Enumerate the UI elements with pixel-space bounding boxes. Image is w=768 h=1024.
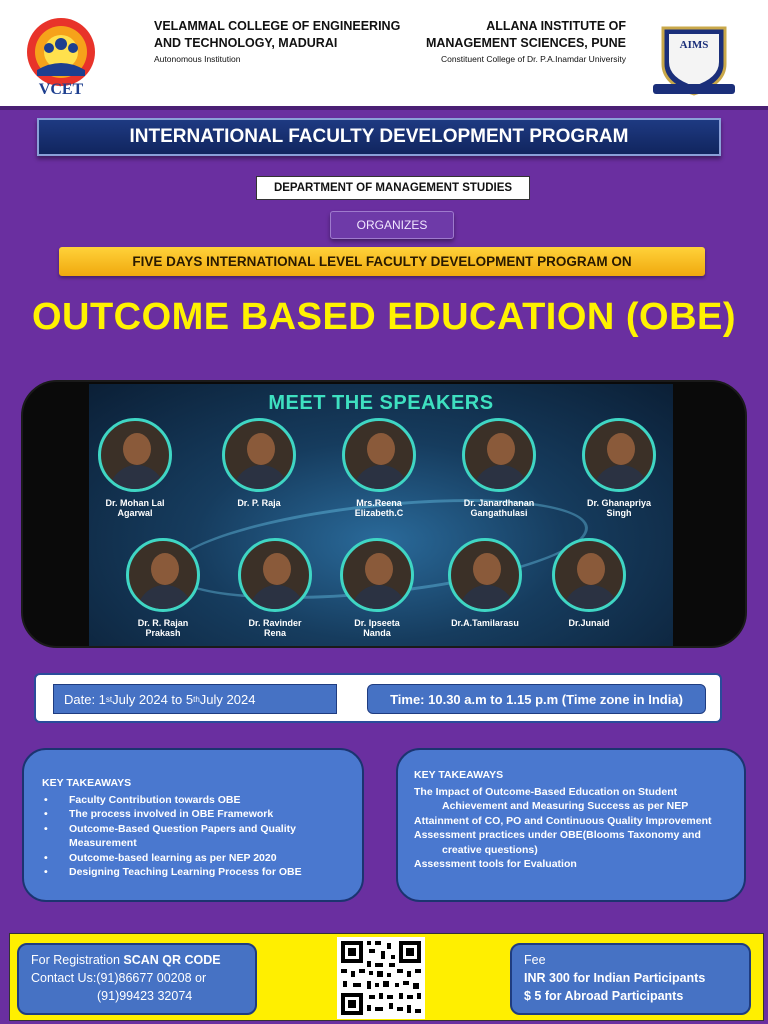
speaker-photo bbox=[342, 418, 416, 492]
list-item: • Designing Teaching Learning Process for OBE bbox=[42, 865, 348, 880]
fee-abroad: $ 5 for Abroad Participants bbox=[524, 989, 684, 1003]
speaker-photo bbox=[126, 538, 200, 612]
list-item: • Faculty Contribution towards OBE bbox=[42, 793, 348, 808]
vcet-logo bbox=[17, 14, 105, 98]
list-item: • Outcome-based learning as per NEP 2020 bbox=[42, 851, 348, 866]
speaker-name: Dr. Mohan Lal Agarwal bbox=[105, 498, 165, 518]
fee-indian: INR 300 for Indian Participants bbox=[524, 971, 706, 985]
speaker-card bbox=[329, 418, 429, 518]
list-item: Assessment practices under OBE(Blooms Taxonomy and creative questions) bbox=[414, 829, 701, 856]
speaker-card bbox=[327, 538, 427, 638]
registration-box bbox=[17, 943, 257, 1015]
speaker-card bbox=[225, 538, 325, 638]
fee-box bbox=[510, 943, 751, 1015]
speaker-name: Dr.Junaid bbox=[568, 618, 610, 628]
vcet-block bbox=[154, 18, 424, 64]
speakers-heading: MEET THE SPEAKERS bbox=[268, 392, 494, 414]
speaker-card bbox=[569, 418, 669, 518]
main-title: OUTCOME BASED EDUCATION (OBE) bbox=[31, 296, 737, 338]
department-label: DEPARTMENT OF MANAGEMENT STUDIES bbox=[256, 176, 530, 200]
takeaways-right bbox=[396, 748, 746, 902]
list-item: • Outcome-Based Question Papers and Quality Measurement bbox=[42, 822, 348, 851]
speaker-card bbox=[89, 418, 185, 518]
speakers-panel bbox=[89, 384, 673, 646]
aims-name-line1: ALLANA INSTITUTE OF bbox=[486, 19, 626, 33]
list-item: Attainment of CO, PO and Continuous Quality Improvement bbox=[414, 814, 712, 827]
vcet-name-line2: AND TECHNOLOGY, MADURAI bbox=[154, 36, 338, 50]
aims-name-line2: MANAGEMENT SCIENCES, PUNE bbox=[425, 36, 626, 50]
speaker-name: Dr. P. Raja bbox=[237, 498, 281, 508]
takeaways-left bbox=[22, 748, 364, 902]
takeaways-heading: KEY TAKEAWAYS bbox=[414, 769, 504, 781]
speaker-name: Dr. R. Rajan Prakash bbox=[137, 618, 189, 638]
speaker-name: Dr.A.Tamilarasu bbox=[451, 618, 519, 628]
vcet-subtitle: Autonomous Institution bbox=[154, 54, 241, 64]
speaker-name: Dr. Ipseeta Nanda bbox=[354, 618, 400, 638]
speaker-photo bbox=[98, 418, 172, 492]
header bbox=[0, 0, 768, 106]
header-divider bbox=[0, 106, 768, 110]
vcet-name-line1: VELAMMAL COLLEGE OF ENGINEERING bbox=[154, 19, 401, 33]
speaker-name: Dr. Janardhanan Gangathulasi bbox=[463, 498, 535, 518]
list-item: Assessment tools for Evaluation bbox=[414, 858, 577, 870]
program-subtitle: FIVE DAYS INTERNATIONAL LEVEL FACULTY DEVELOPMENT PROGRAM ON bbox=[59, 247, 705, 276]
speaker-name: Dr. Ghanapriya Singh bbox=[586, 498, 652, 518]
speaker-photo bbox=[448, 538, 522, 612]
aims-subtitle: Constituent College of Dr. P.A.Inamdar University bbox=[440, 54, 626, 64]
speaker-photo bbox=[222, 418, 296, 492]
list-item: The Impact of Outcome-Based Education on Student Achievement and Measuring Success as per NEP bbox=[414, 785, 689, 812]
speaker-card bbox=[539, 538, 639, 628]
time-label: Time: 10.30 a.m to 1.15 p.m (Time zone in India) bbox=[367, 684, 706, 714]
svg-text:VCET: VCET bbox=[38, 81, 84, 98]
fee-label: Fee bbox=[524, 953, 546, 967]
qr-code[interactable] bbox=[337, 937, 425, 1019]
speaker-photo bbox=[340, 538, 414, 612]
speaker-name: Mrs.Reena Elizabeth.C bbox=[354, 498, 404, 518]
speaker-photo bbox=[462, 418, 536, 492]
list-item: • The process involved in OBE Framework bbox=[42, 807, 348, 822]
speaker-card bbox=[449, 418, 549, 518]
organizes-label: ORGANIZES bbox=[330, 211, 454, 239]
aims-logo bbox=[653, 22, 735, 98]
takeaways-heading: KEY TAKEAWAYS bbox=[42, 777, 132, 789]
contact-line1: Contact Us:(91)86677 00208 or bbox=[31, 971, 207, 985]
speaker-photo bbox=[552, 538, 626, 612]
speaker-photo bbox=[238, 538, 312, 612]
registration-line: For Registration SCAN QR CODE bbox=[31, 953, 221, 967]
speaker-photo bbox=[582, 418, 656, 492]
speaker-name: Dr. Ravinder Rena bbox=[248, 618, 302, 638]
contact-line2: (91)99423 32074 bbox=[97, 989, 193, 1003]
speaker-card bbox=[435, 538, 535, 628]
speaker-card bbox=[113, 538, 213, 638]
speaker-card bbox=[209, 418, 309, 508]
program-title: INTERNATIONAL FACULTY DEVELOPMENT PROGRAM bbox=[37, 118, 721, 156]
svg-text:AIMS: AIMS bbox=[679, 39, 709, 51]
aims-block bbox=[400, 18, 626, 64]
date-label: Date: 1 st July 2024 to 5 th July 2024 bbox=[53, 684, 337, 714]
